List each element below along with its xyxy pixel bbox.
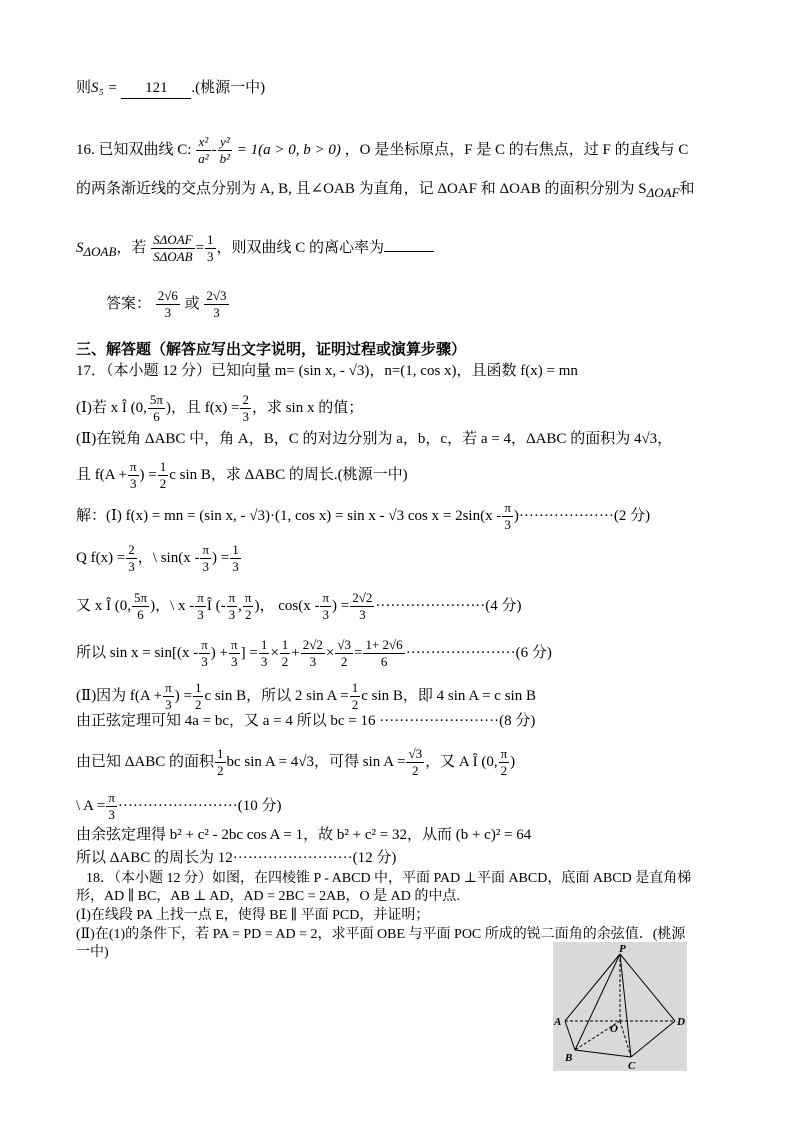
label-B: B — [565, 1052, 573, 1064]
q16-blank — [384, 237, 434, 252]
q16-line2-end: 和 — [679, 181, 695, 197]
q17-solution-10: 所以 ΔABC 的周长为 12························(12 分) — [76, 850, 397, 866]
n: 5π — [149, 392, 163, 407]
t: ，求 sin x 的值； — [251, 399, 364, 416]
d: 6 — [380, 654, 388, 669]
section-heading: 三、解答题（解答应写出文字说明，证明过程或演算步骤） — [76, 342, 467, 358]
t: = — [354, 644, 363, 661]
label-C: C — [628, 1060, 636, 1071]
q16-s: S — [76, 239, 84, 256]
ans2-frac — [204, 288, 228, 321]
d: 2 — [351, 697, 359, 712]
n: 1 — [260, 637, 268, 652]
t: × — [270, 644, 279, 661]
q16-line2 — [76, 179, 695, 203]
d: 2 — [244, 607, 252, 622]
frac-den: 3 — [213, 305, 220, 320]
n: 1 — [281, 637, 289, 652]
frac — [227, 590, 238, 623]
t: )，且 f(x) = — [165, 399, 240, 416]
t: 由已知 ΔABC 的面积 — [76, 753, 214, 770]
frac-num: SΔOAF — [153, 232, 193, 247]
t: ) = — [174, 687, 192, 704]
d: 3 — [309, 654, 317, 669]
q17-solution-4 — [76, 637, 552, 670]
t: c sin B，所以 2 sin A = — [204, 687, 349, 704]
q18-line2: 形，AD ∥ BC，AB ⊥ AD，AD = 2BC = 2AB，O 是 AD 的中点. — [76, 889, 460, 904]
frac — [406, 746, 424, 779]
n: 1 — [232, 542, 239, 557]
t: (Ⅰ)若 x Î (0, — [76, 399, 147, 416]
q16-text-b: ，O 是坐标原点，F 是 C 的右焦点，过 F 的直线与 C — [344, 141, 689, 158]
d: 3 — [165, 697, 172, 712]
d: 6 — [153, 409, 160, 424]
n: 2 — [242, 392, 249, 407]
frac — [230, 542, 241, 575]
n: √3 — [337, 637, 351, 652]
d: 3 — [322, 607, 329, 622]
q17-part1 — [76, 392, 363, 425]
frac — [193, 680, 204, 713]
frac — [163, 680, 174, 713]
t: \ A = — [76, 797, 106, 814]
t: )，\ x - — [150, 597, 195, 614]
d: 2 — [217, 763, 224, 778]
edge-AB — [565, 1021, 575, 1050]
label-D: D — [677, 1016, 685, 1028]
q17-solution-9: 由余弦定理得 b² + c² - 2bc cos A = 1，故 b² + c² = 32，从而 (b + c)² = 64 — [76, 827, 532, 843]
t: ] = — [240, 644, 258, 661]
q18-line1: 18．（本小题 12 分）如图，在四棱锥 P - ABCD 中，平面 PAD ⊥平面 ABCD，底面 ABCD 是直角梯 — [86, 871, 692, 886]
n: 2√2 — [302, 637, 323, 652]
d: 3 — [504, 517, 511, 532]
q16-text: 已知双曲线 C: — [98, 141, 192, 158]
frac — [350, 680, 361, 713]
frac-num: 2√6 — [157, 288, 178, 303]
frac — [215, 746, 226, 779]
q17-solution-7 — [76, 746, 515, 779]
frac — [195, 590, 206, 623]
n: 1 — [351, 680, 359, 695]
t: (Ⅱ)因为 f(A + — [76, 687, 163, 704]
frac — [199, 637, 210, 670]
t: ，又 A Î (0, — [425, 753, 498, 770]
frac — [229, 637, 240, 670]
t: c sin B，求 ΔABC 的周长.(桃源一中) — [169, 466, 408, 483]
frac — [280, 637, 291, 670]
d: 3 — [228, 607, 236, 622]
frac-num: 2√3 — [206, 288, 227, 303]
n: 1 — [194, 680, 202, 695]
d: 2 — [340, 654, 348, 669]
n: π — [201, 637, 208, 652]
q15-s5: S₅ = — [91, 80, 122, 96]
t: )， cos(x - — [254, 597, 320, 614]
frac — [158, 459, 169, 492]
q15-suffix: .(桃源一中) — [191, 80, 266, 96]
q16-line2-text: 的两条渐近线的交点分别为 A, B, 且∠OAB 为直角，记 ΔOAF 和 ΔOAB 的面积分别为 S — [76, 181, 647, 197]
t: ) + — [210, 644, 229, 661]
frac — [350, 590, 374, 623]
q15-answer-line — [76, 78, 265, 99]
frac-den: b² — [219, 151, 230, 166]
d: 3 — [108, 807, 115, 822]
frac — [240, 392, 251, 425]
n: π — [202, 542, 210, 557]
frac — [106, 790, 117, 823]
t: , — [238, 597, 242, 614]
n: π — [228, 590, 236, 605]
n: 5π — [134, 590, 148, 605]
d: 3 — [202, 559, 209, 574]
d: 2 — [281, 654, 289, 669]
frac-den: 3 — [164, 305, 172, 320]
q15-answer: 121 — [121, 78, 191, 99]
d: 3 — [232, 559, 239, 574]
frac — [243, 590, 254, 623]
t: ，\ sin(x - — [137, 549, 200, 566]
q16-line2-sub: ΔOAF — [646, 185, 680, 200]
ratio-val — [205, 232, 216, 265]
t: bc sin A = 4√3，可得 sin A = — [226, 753, 406, 770]
q18-line5: 一中) — [76, 945, 109, 960]
eq-rest: = 1(a > 0, b > 0) — [233, 141, 341, 158]
n: 1 — [217, 746, 224, 761]
eq-frac-y — [218, 134, 232, 167]
n: π — [129, 459, 137, 474]
d: 3 — [359, 607, 366, 622]
t: 解：(Ⅰ) f(x) = mn = (sin x, - √3)·(1, cos x) = sin x - √3 cos x = 2sin(x - — [76, 507, 502, 524]
t: ······················(4 分) — [375, 597, 522, 614]
n: 1 — [159, 459, 167, 474]
t: ························(10 分) — [117, 797, 282, 814]
t: ) = — [139, 466, 157, 483]
ans-or: 或 — [184, 295, 200, 312]
n: π — [504, 500, 511, 515]
q18-line4: (Ⅱ)在(1)的条件下，若 PA = PD = AD = 2，求平面 OBE 与平面 POC 所成的锐二面角的余弦值．(桃源 — [76, 927, 686, 942]
label-O: O — [610, 1023, 618, 1035]
t: ) = — [332, 597, 350, 614]
q16-s-sub: ΔOAB — [83, 243, 117, 259]
frac — [363, 637, 404, 670]
t: 又 x Î (0, — [76, 597, 131, 614]
t: ) — [510, 753, 516, 770]
pyramid-figure — [553, 942, 687, 1071]
d: 3 — [197, 607, 204, 622]
t: ) = — [212, 549, 230, 566]
ratio-eq: = — [195, 239, 205, 256]
q17-solution-8 — [76, 790, 282, 823]
d: 3 — [128, 559, 135, 574]
n: π — [500, 746, 508, 761]
d: 2 — [194, 697, 202, 712]
d: 2 — [500, 763, 508, 778]
frac — [499, 746, 510, 779]
t: Q f(x) = — [76, 549, 126, 566]
eq-frac-x — [196, 134, 210, 167]
ans1-frac — [156, 288, 180, 321]
q17-intro: 17．（本小题 12 分）已知向量 m= (sin x, - √3)，n=(1, cos x)，且函数 f(x) = mn — [76, 363, 578, 379]
edge-PC — [620, 954, 631, 1057]
n: 2 — [128, 542, 135, 557]
n: π — [322, 590, 330, 605]
frac-den: SΔOAB — [153, 249, 193, 264]
d: 3 — [242, 409, 249, 424]
frac — [320, 590, 331, 623]
n: π — [231, 637, 238, 652]
t: ······················(6 分) — [405, 644, 552, 661]
label-P: P — [619, 943, 626, 955]
q16-line1: 16. 已知双曲线 C: $\frac{\text{x²}}{\text{a²}}$ - $\frac{\text{y²}}{\text{b²}}$ = 1(a > 0, b > 0) ，O 是坐标原点，F 是 C 的右焦点，过 F 的直线与 C — [76, 134, 689, 166]
label-A: A — [554, 1016, 562, 1028]
frac-num: y² — [218, 134, 232, 151]
q16-line3 — [76, 232, 434, 265]
q17-solution-1 — [76, 500, 650, 533]
q17-solution-5 — [76, 680, 536, 713]
t: Î (- — [206, 597, 226, 614]
n: 1+ 2√6 — [365, 637, 403, 652]
n: 2√2 — [352, 590, 373, 605]
edge-BC — [575, 1050, 631, 1057]
d: 3 — [201, 654, 208, 669]
t: 所以 sin x = sin[(x - — [76, 644, 199, 661]
t: + — [291, 644, 300, 661]
q17-part2b — [76, 459, 408, 492]
edge-CD — [631, 1021, 675, 1057]
frac-den: 3 — [207, 249, 214, 264]
frac-num: x² — [196, 134, 210, 151]
frac — [200, 542, 211, 575]
q17-solution-3 — [76, 590, 522, 623]
frac-den: a² — [198, 151, 209, 166]
d: 2 — [412, 763, 419, 778]
frac — [259, 637, 270, 670]
frac — [128, 459, 139, 492]
d: 3 — [130, 476, 137, 491]
q17-solution-2 — [76, 542, 242, 575]
t: × — [325, 644, 335, 661]
q16-number: 16. — [76, 141, 95, 158]
frac — [301, 637, 325, 670]
q16-answer — [106, 288, 230, 321]
q17-solution-6: 由正弦定理可知 4a = bc，又 a = 4 所以 bc = 16 ························(8 分) — [76, 713, 536, 729]
q16-ecc: ，则双曲线 C 的离心率为 — [216, 239, 385, 256]
pyramid-diagram — [553, 942, 687, 1071]
frac — [335, 637, 353, 670]
q17-part2: (Ⅱ)在锐角 ΔABC 中，角 A，B，C 的对边分别为 a，b，c，若 a = 4，ΔABC 的面积为 4√3， — [76, 431, 673, 447]
n: π — [244, 590, 252, 605]
frac-num: 1 — [207, 232, 214, 247]
n: π — [108, 790, 115, 805]
d: 6 — [137, 607, 144, 622]
d: 2 — [159, 476, 167, 491]
frac — [126, 542, 137, 575]
edge-PD — [620, 954, 675, 1021]
edge-PA — [565, 954, 620, 1021]
d: 3 — [260, 654, 268, 669]
t: )···················(2 分) — [513, 507, 651, 524]
n: π — [197, 590, 204, 605]
n: √3 — [408, 746, 423, 761]
answer-label: 答案： — [106, 295, 152, 312]
d: 3 — [231, 654, 238, 669]
q15-prefix: 则 — [76, 80, 92, 96]
q18-line3: (Ⅰ)在线段 PA 上找一点 E，使得 BE ∥ 平面 PCD，并证明； — [76, 908, 430, 923]
n: π — [165, 680, 172, 695]
q16-if: ，若 — [116, 239, 147, 256]
frac — [148, 392, 165, 425]
frac — [502, 500, 513, 533]
t: 且 f(A + — [76, 466, 127, 483]
frac — [132, 590, 149, 623]
ratio-frac — [151, 232, 194, 265]
t: c sin B，即 4 sin A = c sin B — [361, 687, 536, 704]
